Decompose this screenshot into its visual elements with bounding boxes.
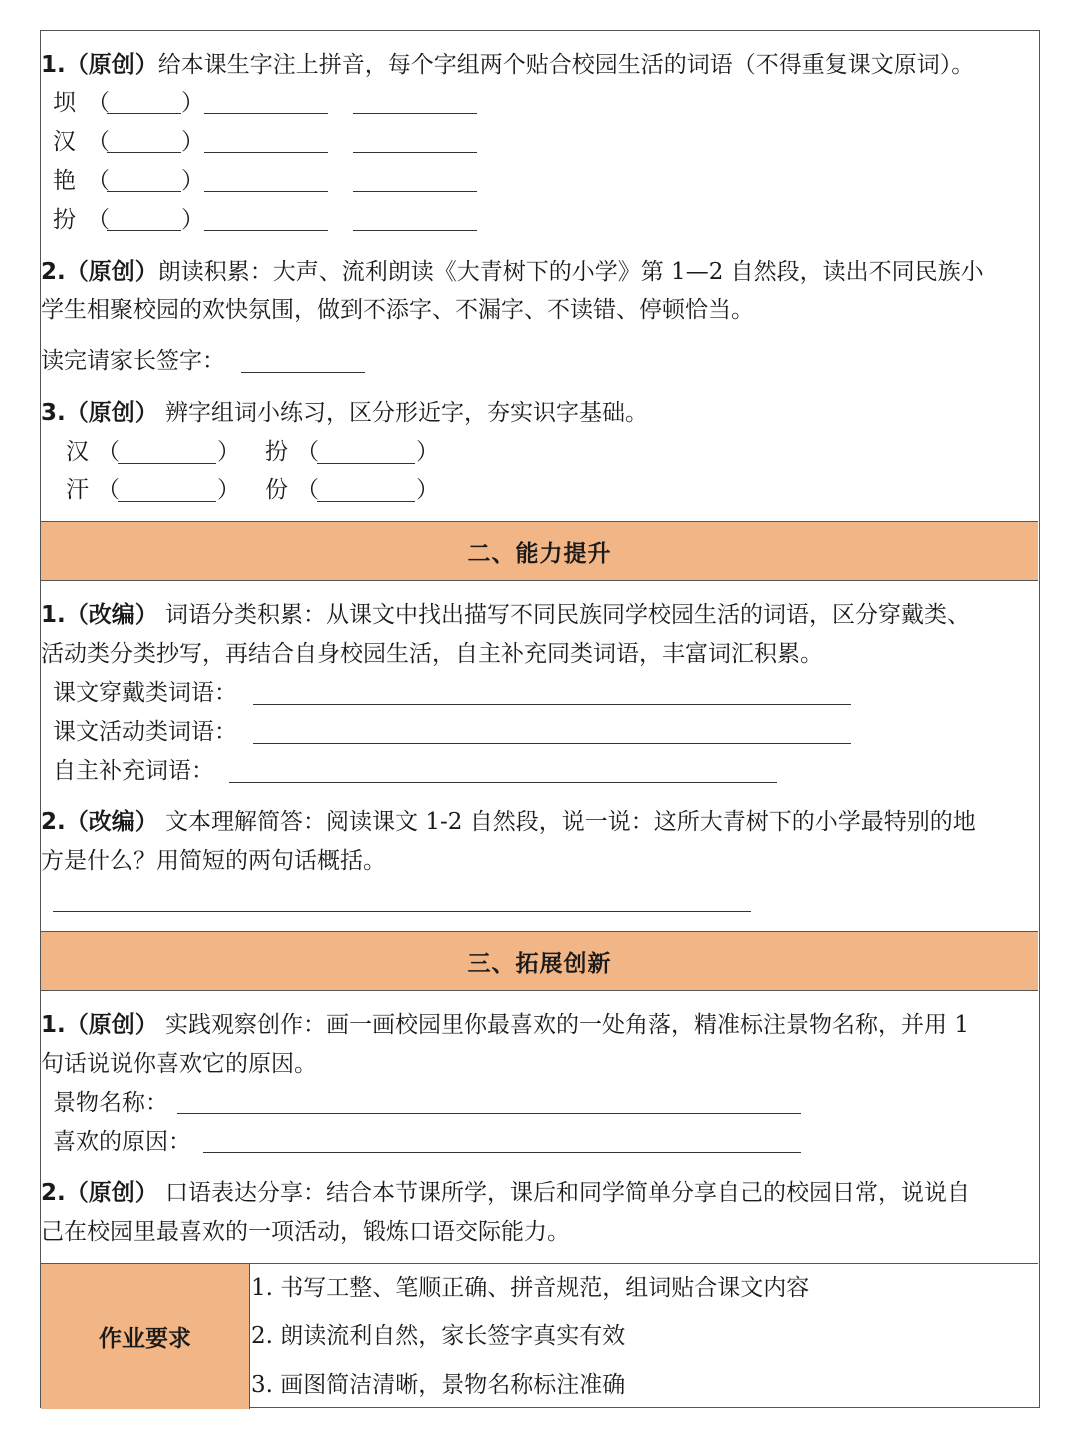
section-header-extension: 三、拓展创新 (41, 932, 1038, 990)
requirements-label: 作业要求 (41, 1264, 250, 1409)
wear-words-field[interactable] (253, 704, 851, 705)
word-blank[interactable] (353, 113, 477, 114)
word-blank[interactable] (204, 230, 328, 231)
scene-name-field[interactable] (177, 1113, 801, 1114)
section-header-ability: 二、能力提升 (41, 522, 1038, 580)
question-1-1: 1.（原创）给本课生字注上拼音，每个字组两个贴合校园生活的词语（不得重复课文原词）。 (41, 52, 975, 78)
extra-words-field[interactable] (229, 782, 777, 783)
requirement-item: 3. 画图简洁清晰，景物名称标注准确 (251, 1372, 626, 1398)
pinyin-blank[interactable] (107, 230, 181, 231)
label-activity-words: 课文活动类词语： (53, 719, 237, 745)
requirement-item: 2. 朗读流利自然，家长签字真实有效 (251, 1323, 626, 1349)
question-3-2-cont: 己在校园里最喜欢的一项活动，锻炼口语交际能力。 (41, 1219, 570, 1245)
parent-sign-label: 读完请家长签字： (41, 348, 225, 374)
word-blank[interactable] (317, 463, 415, 464)
label-extra-words: 自主补充词语： (53, 758, 214, 784)
pinyin-blank[interactable] (107, 152, 181, 153)
word-blank[interactable] (317, 501, 415, 502)
divider (41, 990, 1038, 991)
worksheet: 1.（原创）给本课生字注上拼音，每个字组两个贴合校园生活的词语（不得重复课文原词）。 坝 （ ） 汉 （ ） 艳 （ ） 扮 （ ） 2.（原创）朗读积累：大声、流利朗读《大青树下的小学》第 1—2 自然段，读出不同民族小 学生相聚校园的欢快氛围，做到不添字、不漏字、不读错、停顿恰当。 读完请家长签字： 3.（原创） 辨字组词小练习，区分形近字，夯实识字基础。 汉 （ ） 扮 （ ） 汗 （ ） 份 （ ） 二、能力提升 1.（改编） 词语分类积累：从课文中找出描写不同民族同学校园生活的词语，区分穿戴类、 活动类分类抄写，再结合自身校园生活，自主补充同类词语，丰富词汇积累。 课文穿戴类词语： 课文活动类词语： 自主补充词语： 2.（改编） 文本理解简答：阅读课文 1-2 自然段，说一说：这所大青树下的小学最特别的地 方是什么？用简短的两句话概括。 三、拓展创新 1.（原创） 实践观察创作：画一画校园里你最喜欢的一处角落，精准标注景物名称，并用 1 句话说说你喜欢它的原因。 景物名称： 喜欢的原因： 2.（原创） 口语表达分享：结合本节课所学，课后和同学简单分享自己的校园日常，说说自 己在校园里最喜欢的一项活动，锻炼口语交际能力。 作业要求 1. 书写工整、笔顺正确、拼音规范，组词贴合课文内容 2. 朗读流利自然，家长签字真实有效 3. 画图简洁清晰，景物名称标注准确 (40, 30, 1040, 1408)
label-wear-words: 课文穿戴类词语： (53, 680, 237, 706)
question-3-1: 1.（原创） 实践观察创作：画一画校园里你最喜欢的一处角落，精准标注景物名称，并用 1 (41, 1012, 970, 1038)
word-blank[interactable] (353, 152, 477, 153)
question-1-2-cont: 学生相聚校园的欢快氛围，做到不添字、不漏字、不读错、停顿恰当。 (41, 297, 754, 323)
activity-words-field[interactable] (253, 743, 851, 744)
question-3-1-cont: 句话说说你喜欢它的原因。 (41, 1051, 317, 1077)
pinyin-blank[interactable] (107, 191, 181, 192)
word-blank[interactable] (118, 463, 216, 464)
divider (41, 580, 1038, 581)
question-3-2: 2.（原创） 口语表达分享：结合本节课所学，课后和同学简单分享自己的校园日常，说说自 (41, 1180, 971, 1206)
answer-field[interactable] (53, 911, 751, 912)
word-blank[interactable] (204, 152, 328, 153)
label-like-reason: 喜欢的原因： (53, 1129, 191, 1155)
question-2-2: 2.（改编） 文本理解简答：阅读课文 1-2 自然段，说一说：这所大青树下的小学最特别的地 (41, 809, 976, 835)
pinyin-blank[interactable] (107, 113, 181, 114)
requirement-item: 1. 书写工整、笔顺正确、拼音规范，组词贴合课文内容 (251, 1275, 810, 1301)
word-blank[interactable] (118, 501, 216, 502)
word-blank[interactable] (204, 113, 328, 114)
question-1-3: 3.（原创） 辨字组词小练习，区分形近字，夯实识字基础。 (41, 400, 649, 426)
word-blank[interactable] (353, 191, 477, 192)
like-reason-field[interactable] (203, 1152, 801, 1153)
word-blank[interactable] (353, 230, 477, 231)
question-1-2: 2.（原创）朗读积累：大声、流利朗读《大青树下的小学》第 1—2 自然段，读出不同民族小 (41, 259, 984, 285)
question-2-2-cont: 方是什么？用简短的两句话概括。 (41, 848, 386, 874)
word-blank[interactable] (204, 191, 328, 192)
label-scene-name: 景物名称： (53, 1090, 168, 1116)
question-2-1: 1.（改编） 词语分类积累：从课文中找出描写不同民族同学校园生活的词语，区分穿戴类、 (41, 602, 971, 628)
question-2-1-cont: 活动类分类抄写，再结合自身校园生活，自主补充同类词语，丰富词汇积累。 (41, 641, 823, 667)
parent-sign-field[interactable] (241, 372, 365, 373)
